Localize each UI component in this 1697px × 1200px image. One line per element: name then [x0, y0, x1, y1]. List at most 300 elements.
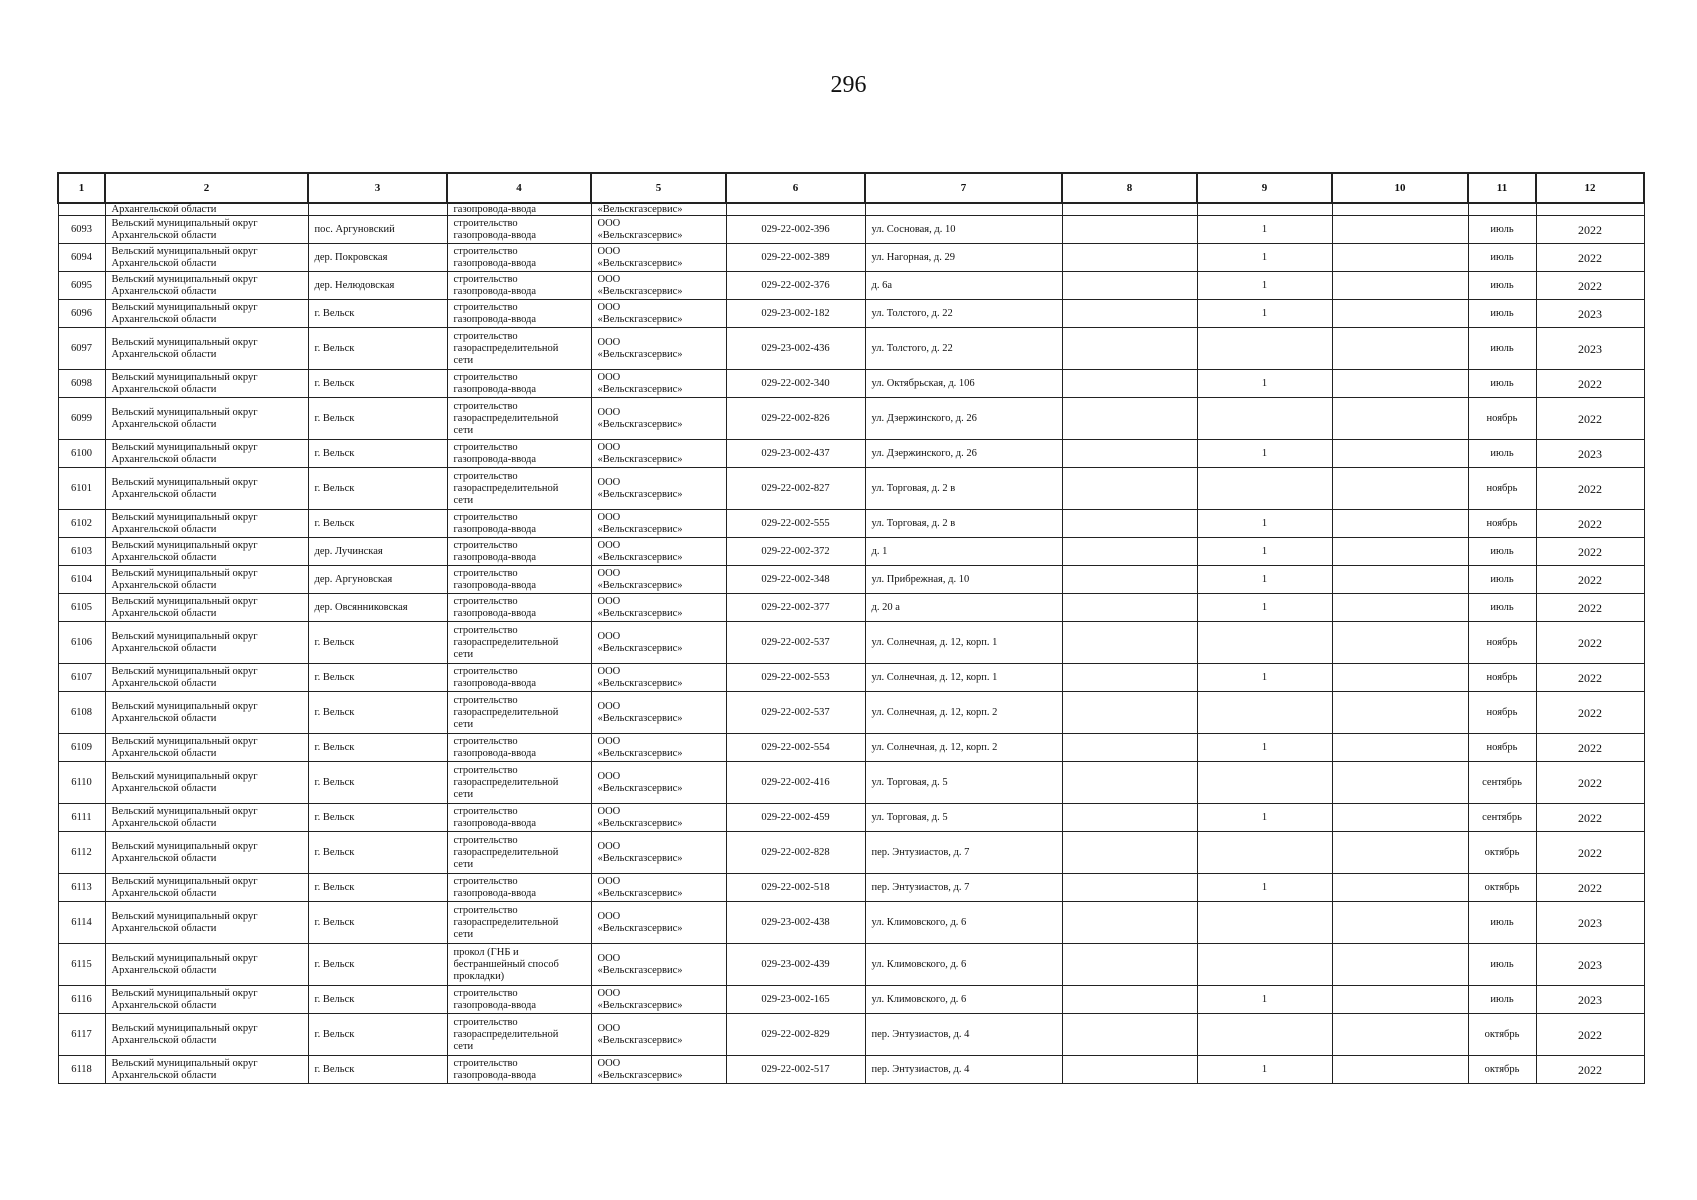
cell-col10: [1332, 832, 1468, 874]
cell-settlement: г. Вельск: [308, 398, 447, 440]
column-header-12: 12: [1536, 173, 1644, 203]
cell-organization: [591, 468, 726, 510]
cell-num: 6097: [58, 328, 105, 370]
work-type-line: строительство: [453, 735, 518, 747]
org-name-line: «Вельскгазсервис»: [597, 285, 683, 297]
org-name-line: «Вельскгазсервис»: [597, 677, 683, 689]
table-row: [58, 804, 1644, 832]
org-form-line: ООО: [597, 952, 621, 964]
cell-code: 029-22-002-537: [726, 622, 865, 664]
region-line: Архангельской области: [111, 488, 217, 500]
table-row: [58, 1014, 1644, 1056]
cell-district: [105, 664, 308, 692]
cell-col8: [1062, 510, 1197, 538]
cell-num: 6116: [58, 986, 105, 1014]
cell-code: [726, 203, 865, 216]
cell-work-type: [447, 398, 591, 440]
cell-num: 6104: [58, 566, 105, 594]
cell-num: 6099: [58, 398, 105, 440]
cell-num: 6105: [58, 594, 105, 622]
cell-work-type: [447, 622, 591, 664]
cell-organization: [591, 832, 726, 874]
cell-col9: 1: [1197, 1056, 1332, 1084]
cell-year: 2022: [1536, 1056, 1644, 1084]
work-type-line: строительство: [453, 330, 518, 342]
district-line: Вельский муниципальный округ: [111, 735, 258, 747]
cell-col10: [1332, 328, 1468, 370]
cell-code: 029-23-002-439: [726, 944, 865, 986]
district-line: Вельский муниципальный округ: [111, 700, 258, 712]
cell-col9: 1: [1197, 300, 1332, 328]
cell-work-type: [447, 566, 591, 594]
district-line: Вельский муниципальный округ: [111, 840, 258, 852]
cell-code: 029-22-002-554: [726, 734, 865, 762]
work-type-line: газопровода-ввода: [453, 579, 537, 591]
cell-district: [105, 538, 308, 566]
cell-work-type: [447, 328, 591, 370]
table-row: [58, 734, 1644, 762]
cell-address: [865, 203, 1062, 216]
table-row: [58, 538, 1644, 566]
cell-code: 029-22-002-518: [726, 874, 865, 902]
cell-year: 2022: [1536, 566, 1644, 594]
cell-year: 2022: [1536, 272, 1644, 300]
cell-settlement: г. Вельск: [308, 510, 447, 538]
region-line: Архангельской области: [111, 1069, 217, 1081]
cell-month: сентябрь: [1468, 804, 1536, 832]
cell-work-type: [447, 664, 591, 692]
table-row: [58, 622, 1644, 664]
cell-col10: [1332, 272, 1468, 300]
table-header: [58, 173, 1644, 203]
work-type-line: сети: [453, 928, 474, 940]
district-line: Вельский муниципальный округ: [111, 441, 258, 453]
district-line: Вельский муниципальный округ: [111, 875, 258, 887]
cell-organization: [591, 692, 726, 734]
region-line: Архангельской области: [111, 1034, 217, 1046]
cell-year: 2023: [1536, 300, 1644, 328]
cell-settlement: г. Вельск: [308, 986, 447, 1014]
cell-month: июль: [1468, 370, 1536, 398]
cell-address: д. 6а: [865, 272, 1062, 300]
cell-num: 6100: [58, 440, 105, 468]
cell-num: 6109: [58, 734, 105, 762]
cell-work-type: [447, 944, 591, 986]
district-line: Вельский муниципальный округ: [111, 1022, 258, 1034]
org-form-line: ООО: [597, 700, 621, 712]
cell-year: 2022: [1536, 832, 1644, 874]
cell-address: пер. Энтузиастов, д. 4: [865, 1056, 1062, 1084]
cell-year: 2022: [1536, 1014, 1644, 1056]
district-line: Вельский муниципальный округ: [111, 371, 258, 383]
table-row: [58, 244, 1644, 272]
org-form-line: ООО: [597, 770, 621, 782]
work-type-line: строительство: [453, 441, 518, 453]
cell-col10: [1332, 664, 1468, 692]
region-line: Архангельской области: [111, 747, 217, 759]
cell-code: 029-22-002-827: [726, 468, 865, 510]
cell-work-type: [447, 986, 591, 1014]
cell-address: ул. Солнечная, д. 12, корп. 1: [865, 622, 1062, 664]
work-type-line: строительство: [453, 217, 518, 229]
org-form-line: ООО: [597, 301, 621, 313]
org-name-line: «Вельскгазсервис»: [597, 579, 683, 591]
cell-district: [105, 566, 308, 594]
column-header-4: 4: [447, 173, 591, 203]
cell-district: [105, 832, 308, 874]
work-type-line: строительство: [453, 624, 518, 636]
cell-code: 029-22-002-340: [726, 370, 865, 398]
district-line: Вельский муниципальный округ: [111, 336, 258, 348]
cell-work-type: [447, 762, 591, 804]
cell-work-type: [447, 1014, 591, 1056]
table-body: [58, 203, 1644, 1084]
cell-month: ноябрь: [1468, 398, 1536, 440]
org-form-line: ООО: [597, 840, 621, 852]
cell-district: [105, 328, 308, 370]
cell-col9: [1197, 762, 1332, 804]
work-type-line: газопровода-ввода: [453, 677, 537, 689]
cell-year: 2022: [1536, 622, 1644, 664]
org-form-line: ООО: [597, 567, 621, 579]
work-type-line: строительство: [453, 301, 518, 313]
district-line: Вельский муниципальный округ: [111, 245, 258, 257]
cell-address: ул. Дзержинского, д. 26: [865, 440, 1062, 468]
cell-code: 029-22-002-537: [726, 692, 865, 734]
cell-month: ноябрь: [1468, 692, 1536, 734]
cell-col8: [1062, 468, 1197, 510]
column-header-7: 7: [865, 173, 1062, 203]
table-row: [58, 300, 1644, 328]
org-form-line: ООО: [597, 910, 621, 922]
cell-col10: [1332, 804, 1468, 832]
cell-col9: 1: [1197, 538, 1332, 566]
cell-address: ул. Дзержинского, д. 26: [865, 398, 1062, 440]
work-type-line: газопровода-ввода: [453, 383, 537, 395]
cell-col9: [1197, 398, 1332, 440]
cell-year: 2022: [1536, 538, 1644, 566]
cell-num: 6111: [58, 804, 105, 832]
cell-organization: [591, 594, 726, 622]
work-type-line: строительство: [453, 539, 518, 551]
cell-work-type: [447, 1056, 591, 1084]
cell-col10: [1332, 216, 1468, 244]
region-line: Архангельской области: [111, 782, 217, 794]
cell-organization: [591, 398, 726, 440]
org-name-line: «Вельскгазсервис»: [597, 229, 683, 241]
org-form-line: ООО: [597, 371, 621, 383]
cell-code: 029-23-002-436: [726, 328, 865, 370]
cell-num: 6108: [58, 692, 105, 734]
cell-col10: [1332, 510, 1468, 538]
work-type-line: газопровода-ввода: [453, 817, 537, 829]
org-form-line: ООО: [597, 805, 621, 817]
district-line: Вельский муниципальный округ: [111, 301, 258, 313]
cell-address: ул. Торговая, д. 2 в: [865, 510, 1062, 538]
cell-address: пер. Энтузиастов, д. 7: [865, 832, 1062, 874]
cell-year: 2022: [1536, 664, 1644, 692]
cell-num: 6094: [58, 244, 105, 272]
district-line: Вельский муниципальный округ: [111, 805, 258, 817]
cell-col10: [1332, 468, 1468, 510]
cell-organization: [591, 328, 726, 370]
cell-address: д. 20 а: [865, 594, 1062, 622]
district-line: Вельский муниципальный округ: [111, 539, 258, 551]
cell-num: 6113: [58, 874, 105, 902]
region-line: Архангельской области: [111, 852, 217, 864]
column-header-9: 9: [1197, 173, 1332, 203]
cell-address: пер. Энтузиастов, д. 7: [865, 874, 1062, 902]
cell-col8: [1062, 622, 1197, 664]
table-row: [58, 398, 1644, 440]
work-type-line: сети: [453, 1040, 474, 1052]
cell-address: ул. Толстого, д. 22: [865, 300, 1062, 328]
cell-district: [105, 734, 308, 762]
cell-district: [105, 370, 308, 398]
cell-num: 6093: [58, 216, 105, 244]
cell-year: 2022: [1536, 216, 1644, 244]
cell-address: ул. Торговая, д. 5: [865, 804, 1062, 832]
cell-num: 6117: [58, 1014, 105, 1056]
org-form-line: ООО: [597, 511, 621, 523]
work-type-line: газораспределительной: [453, 342, 559, 354]
cell-month: октябрь: [1468, 1056, 1536, 1084]
work-type-line: строительство: [453, 371, 518, 383]
cell-settlement: г. Вельск: [308, 762, 447, 804]
org-name-line: «Вельскгазсервис»: [597, 607, 683, 619]
column-header-3: 3: [308, 173, 447, 203]
cell-col10: [1332, 398, 1468, 440]
cell-year: 2022: [1536, 468, 1644, 510]
district-line: Вельский муниципальный округ: [111, 406, 258, 418]
district-line: Вельский муниципальный округ: [111, 952, 258, 964]
cell-district: [105, 1056, 308, 1084]
work-type-line: газораспределительной: [453, 846, 559, 858]
cell-col9: [1197, 902, 1332, 944]
work-type-line: строительство: [453, 400, 518, 412]
work-type-line: строительство: [453, 245, 518, 257]
cell-month: октябрь: [1468, 832, 1536, 874]
work-type-line: газораспределительной: [453, 636, 559, 648]
region-line: Архангельской области: [111, 348, 217, 360]
cell-month: ноябрь: [1468, 510, 1536, 538]
cell-col10: [1332, 622, 1468, 664]
cell-work-type: [447, 468, 591, 510]
work-type-line: строительство: [453, 1016, 518, 1028]
cell-work-type: [447, 874, 591, 902]
work-type-line: газораспределительной: [453, 412, 559, 424]
work-type-line: газопровода-ввода: [453, 1069, 537, 1081]
work-type-line: строительство: [453, 1057, 518, 1069]
cell-address: ул. Октябрьская, д. 106: [865, 370, 1062, 398]
district-line: Вельский муниципальный округ: [111, 567, 258, 579]
cell-code: 029-22-002-555: [726, 510, 865, 538]
cell-district: [105, 398, 308, 440]
org-name-line: «Вельскгазсервис»: [597, 488, 683, 500]
work-type-line: строительство: [453, 694, 518, 706]
cell-col9: 1: [1197, 874, 1332, 902]
cell-num: 6103: [58, 538, 105, 566]
org-name-line: «Вельскгазсервис»: [597, 551, 683, 563]
cell-code: 029-22-002-553: [726, 664, 865, 692]
cell-month: июль: [1468, 902, 1536, 944]
table-row: [58, 566, 1644, 594]
work-type-line: газопровода-ввода: [453, 523, 537, 535]
cell-col10: [1332, 538, 1468, 566]
cell-month: ноябрь: [1468, 664, 1536, 692]
org-name-line: «Вельскгазсервис»: [597, 817, 683, 829]
cell-district: Архангельской области: [105, 203, 308, 216]
org-form-line: ООО: [597, 1057, 621, 1069]
cell-district: [105, 594, 308, 622]
cell-work-type: [447, 300, 591, 328]
cell-col10: [1332, 986, 1468, 1014]
cell-work-type: газопровода-ввода: [447, 203, 591, 216]
org-name-line: «Вельскгазсервис»: [597, 887, 683, 899]
cell-work-type: [447, 902, 591, 944]
cell-district: [105, 986, 308, 1014]
cell-col8: [1062, 692, 1197, 734]
cell-year: 2023: [1536, 328, 1644, 370]
cell-district: [105, 272, 308, 300]
org-form-line: ООО: [597, 441, 621, 453]
cell-col8: [1062, 734, 1197, 762]
cell-col9: [1197, 468, 1332, 510]
cell-code: 029-22-002-517: [726, 1056, 865, 1084]
cell-col9: 1: [1197, 244, 1332, 272]
org-form-line: ООО: [597, 217, 621, 229]
district-line: Вельский муниципальный округ: [111, 595, 258, 607]
cell-address: ул. Климовского, д. 6: [865, 944, 1062, 986]
cell-district: [105, 1014, 308, 1056]
table-row: [58, 440, 1644, 468]
cell-year: 2022: [1536, 804, 1644, 832]
cell-year: 2022: [1536, 244, 1644, 272]
cell-year: 2022: [1536, 874, 1644, 902]
region-line: Архангельской области: [111, 418, 217, 430]
cell-col9: [1197, 203, 1332, 216]
org-form-line: ООО: [597, 273, 621, 285]
cell-work-type: [447, 272, 591, 300]
work-type-line: газопровода-ввода: [453, 229, 537, 241]
org-name-line: «Вельскгазсервис»: [597, 1069, 683, 1081]
cell-year: 2022: [1536, 594, 1644, 622]
cell-year: 2023: [1536, 440, 1644, 468]
cell-col8: [1062, 328, 1197, 370]
org-name-line: «Вельскгазсервис»: [597, 712, 683, 724]
cell-organization: [591, 538, 726, 566]
org-name-line: «Вельскгазсервис»: [597, 313, 683, 325]
org-form-line: ООО: [597, 476, 621, 488]
cell-work-type: [447, 370, 591, 398]
work-type-line: бестраншейный способ: [453, 958, 559, 970]
cell-code: 029-23-002-438: [726, 902, 865, 944]
cell-col9: 1: [1197, 664, 1332, 692]
cell-col8: [1062, 370, 1197, 398]
cell-organization: [591, 510, 726, 538]
cell-address: ул. Солнечная, д. 12, корп. 2: [865, 734, 1062, 762]
cell-year: 2023: [1536, 944, 1644, 986]
work-type-line: сети: [453, 788, 474, 800]
district-line: Вельский муниципальный округ: [111, 476, 258, 488]
region-line: Архангельской области: [111, 229, 217, 241]
table-row: [58, 692, 1644, 734]
work-type-line: газопровода-ввода: [453, 257, 537, 269]
cell-organization: [591, 902, 726, 944]
cell-code: 029-22-002-459: [726, 804, 865, 832]
cell-num: 6096: [58, 300, 105, 328]
cell-code: 029-23-002-165: [726, 986, 865, 1014]
cell-col8: [1062, 762, 1197, 804]
cell-col10: [1332, 1056, 1468, 1084]
cell-col9: 1: [1197, 986, 1332, 1014]
cell-col8: [1062, 538, 1197, 566]
cell-num: 6114: [58, 902, 105, 944]
cell-num: 6115: [58, 944, 105, 986]
cell-month: сентябрь: [1468, 762, 1536, 804]
org-form-line: ООО: [597, 875, 621, 887]
org-name-line: «Вельскгазсервис»: [597, 348, 683, 360]
cell-num: 6112: [58, 832, 105, 874]
cell-settlement: г. Вельск: [308, 734, 447, 762]
cell-settlement: г. Вельск: [308, 1056, 447, 1084]
cell-code: 029-22-002-377: [726, 594, 865, 622]
cell-settlement: дер. Нелюдовская: [308, 272, 447, 300]
district-line: Вельский муниципальный округ: [111, 770, 258, 782]
cell-col8: [1062, 1056, 1197, 1084]
cell-address: ул. Солнечная, д. 12, корп. 1: [865, 664, 1062, 692]
cell-organization: [591, 874, 726, 902]
cell-address: ул. Торговая, д. 2 в: [865, 468, 1062, 510]
cell-col8: [1062, 804, 1197, 832]
cell-month: ноябрь: [1468, 734, 1536, 762]
cell-organization: [591, 244, 726, 272]
cell-num: 6101: [58, 468, 105, 510]
work-type-line: строительство: [453, 834, 518, 846]
region-line: Архангельской области: [111, 887, 217, 899]
cell-settlement: г. Вельск: [308, 328, 447, 370]
cell-col9: 1: [1197, 216, 1332, 244]
cell-organization: [591, 622, 726, 664]
cell-col8: [1062, 244, 1197, 272]
cell-col8: [1062, 300, 1197, 328]
cell-work-type: [447, 510, 591, 538]
region-line: Архангельской области: [111, 313, 217, 325]
cell-address: д. 1: [865, 538, 1062, 566]
cell-settlement: г. Вельск: [308, 622, 447, 664]
column-header-11: 11: [1468, 173, 1536, 203]
work-type-line: прокладки): [453, 970, 505, 982]
cell-year: 2022: [1536, 510, 1644, 538]
cell-settlement: г. Вельск: [308, 1014, 447, 1056]
cell-month: июль: [1468, 944, 1536, 986]
cell-year: 2022: [1536, 762, 1644, 804]
cell-code: 029-22-002-826: [726, 398, 865, 440]
cell-col10: [1332, 300, 1468, 328]
work-type-line: строительство: [453, 764, 518, 776]
cell-col8: [1062, 398, 1197, 440]
org-name-line: «Вельскгазсервис»: [597, 642, 683, 654]
cell-month: июль: [1468, 244, 1536, 272]
cell-month: июль: [1468, 440, 1536, 468]
cell-col8: [1062, 203, 1197, 216]
table-row: [58, 510, 1644, 538]
table-row: [58, 1056, 1644, 1084]
cell-col9: 1: [1197, 734, 1332, 762]
cell-col9: [1197, 1014, 1332, 1056]
cell-month: июль: [1468, 300, 1536, 328]
work-type-line: строительство: [453, 875, 518, 887]
